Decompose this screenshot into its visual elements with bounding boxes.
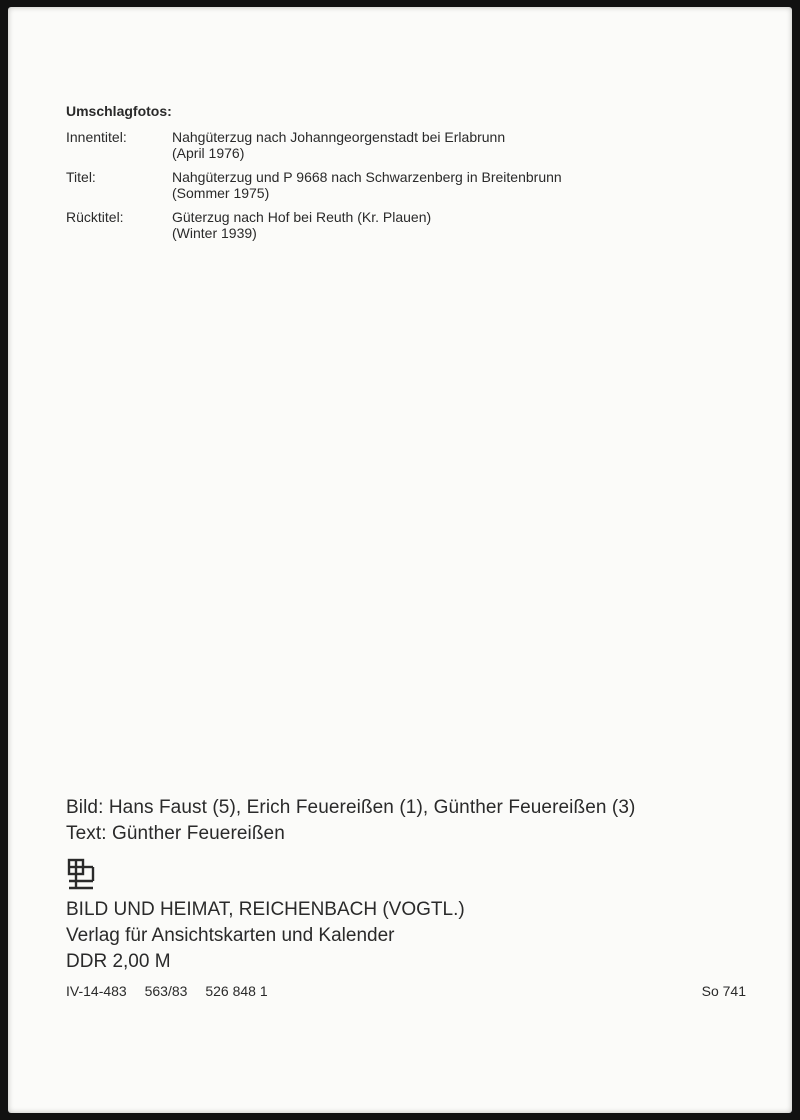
catalog-code: 526 848 1 bbox=[205, 983, 268, 999]
publisher-subtitle: Verlag für Ansichtskarten und Kalender bbox=[66, 925, 395, 946]
bild-und-heimat-logo-icon bbox=[66, 857, 96, 891]
cover-photo-description: Nahgüterzug nach Johanngeorgenstadt bei Erlabrunn bbox=[172, 129, 506, 145]
cover-photo-caption bbox=[172, 209, 726, 241]
catalog-codes bbox=[66, 983, 746, 1003]
cover-photo-caption bbox=[172, 129, 726, 161]
text-credits: Text: Günther Feuereißen bbox=[66, 823, 285, 844]
cover-photo-caption bbox=[172, 169, 726, 201]
cover-photo-description: Güterzug nach Hof bei Reuth (Kr. Plauen) bbox=[172, 209, 432, 225]
cover-photo-description: Nahgüterzug und P 9668 nach Schwarzenberg in Breitenbrunn bbox=[172, 169, 562, 185]
photo-credits: Bild: Hans Faust (5), Erich Feuereißen (1), Günther Feuereißen (3) bbox=[66, 797, 636, 818]
cover-photo-entry bbox=[66, 209, 726, 241]
price: DDR 2,00 M bbox=[66, 951, 171, 972]
cover-photo-date: (Winter 1939) bbox=[172, 225, 257, 241]
cover-photos-section bbox=[66, 103, 726, 249]
cover-photo-entry bbox=[66, 169, 726, 201]
catalog-code: 563/83 bbox=[144, 983, 188, 999]
cover-photo-label: Innentitel: bbox=[66, 129, 127, 145]
cover-photo-date: (April 1976) bbox=[172, 145, 245, 161]
imprint-section bbox=[66, 795, 746, 1003]
cover-photo-label: Rücktitel: bbox=[66, 209, 124, 225]
series-code: So 741 bbox=[701, 983, 746, 999]
back-cover-page bbox=[8, 7, 792, 1113]
publisher-name: BILD UND HEIMAT, REICHENBACH (VOGTL.) bbox=[66, 899, 465, 920]
cover-photo-label: Titel: bbox=[66, 169, 96, 185]
cover-photo-date: (Sommer 1975) bbox=[172, 185, 270, 201]
publisher-block bbox=[66, 897, 746, 975]
catalog-code: IV-14-483 bbox=[66, 983, 127, 999]
cover-photos-heading: Umschlagfotos: bbox=[66, 103, 172, 119]
cover-photo-entry bbox=[66, 129, 726, 161]
